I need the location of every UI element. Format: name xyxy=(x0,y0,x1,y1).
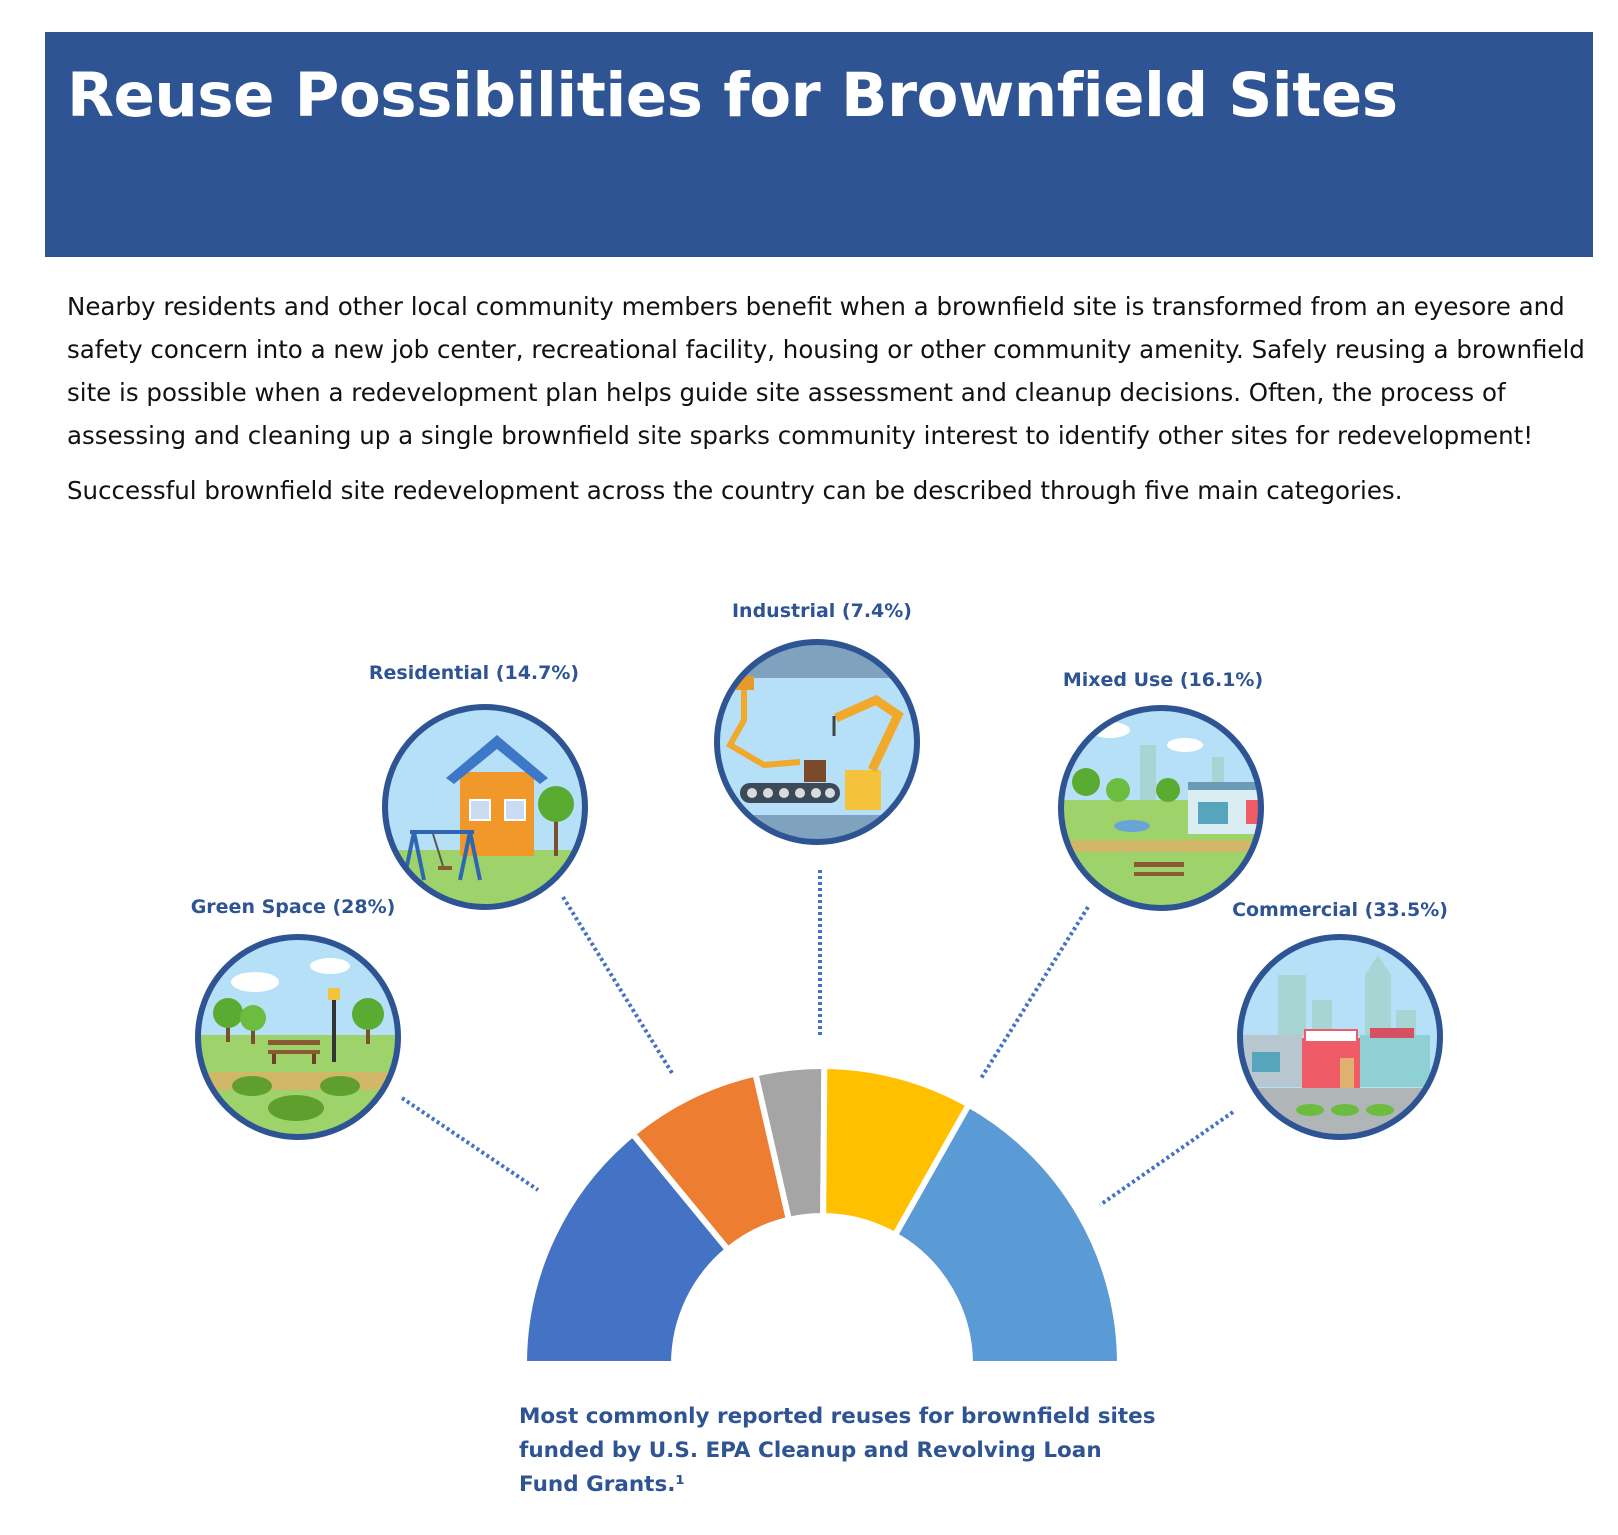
mixed-use-park-icon xyxy=(1056,703,1266,913)
reuse-chart xyxy=(0,560,1618,1390)
park-bench-icon xyxy=(190,930,410,1150)
half-donut-slices xyxy=(524,1066,1120,1364)
storefront-city-icon xyxy=(1235,932,1445,1143)
label-residential: Residential (14.7%) xyxy=(368,662,580,684)
page-title: Reuse Possibilities for Brownfield Sites xyxy=(67,60,1398,131)
chart-caption: Most commonly reported reuses for brownfield sites funded by U.S. EPA Cleanup and Revolving Loan Fund Grants.¹ xyxy=(519,1404,1156,1497)
intro-text xyxy=(67,285,1597,524)
label-green-space: Green Space (28%) xyxy=(190,896,396,918)
label-industrial: Industrial (7.4%) xyxy=(731,600,913,622)
label-mixed-use: Mixed Use (16.1%) xyxy=(1062,669,1264,691)
connector-commercial xyxy=(1100,1112,1233,1205)
robot-arm-icon xyxy=(712,638,922,855)
intro-paragraph-2: Successful brownfield site redevelopment across the country can be described through five main categories. xyxy=(67,476,1403,505)
connector-mixed-use xyxy=(980,907,1088,1080)
label-commercial: Commercial (33.5%) xyxy=(1232,899,1448,921)
connector-residential xyxy=(563,897,672,1073)
house-swing-icon xyxy=(380,700,590,910)
title-banner xyxy=(45,32,1593,257)
intro-paragraph-1: Nearby residents and other local community members benefit when a brownfield site is transformed from an eyesore and safety concern into a new job center, recreational facility, housing or other community amenity. Safely reusing a brownfield site is possible when a redevelopment plan helps guide site assessment and cleanup decisions. Often, the process of assessing and cleaning up a single brownfield site sparks community interest to identify other sites for redevelopment! xyxy=(67,292,1585,450)
connector-green-space xyxy=(402,1098,538,1190)
